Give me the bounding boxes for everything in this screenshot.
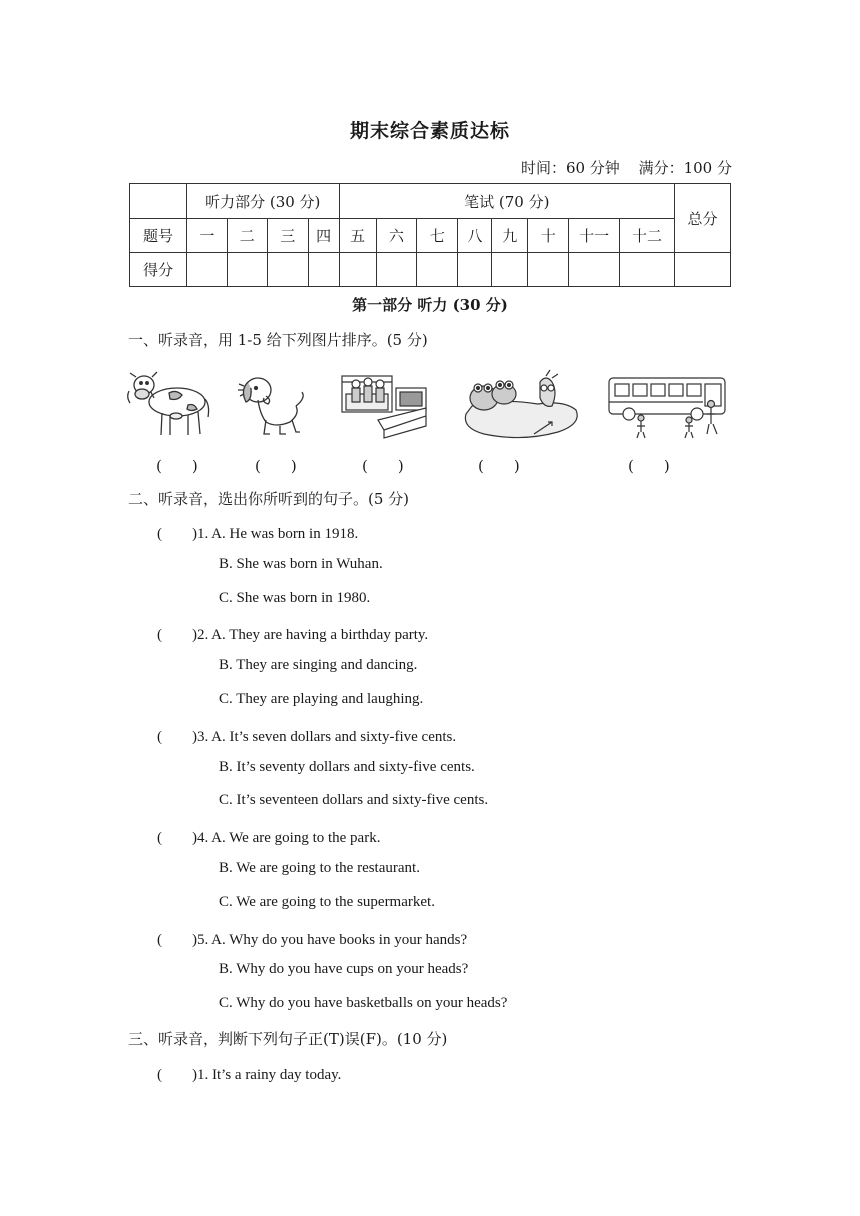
number-cell: 一: [186, 219, 227, 253]
corner-cell: [130, 184, 187, 219]
dog-picture: [236, 370, 308, 440]
page-title: 期末综合素质达标: [349, 120, 510, 142]
exam-meta: [521, 157, 732, 178]
family-watching-tv-picture: [338, 368, 430, 440]
score-cell[interactable]: [569, 253, 620, 287]
number-cell: 三: [267, 219, 308, 253]
section3-title: 三、听录音，判断下列句子正(T)误(F)。(10 分): [128, 1030, 448, 1048]
option-c: C. Why do you have basketballs on your heads?: [219, 995, 508, 1011]
option-b: B. We are going to the restaurant.: [219, 860, 420, 876]
answer-blank[interactable]: ( ): [628, 457, 670, 475]
number-cell: 十: [528, 219, 569, 253]
option-b: B. Why do you have cups on your heads?: [219, 961, 469, 977]
option-b: B. She was born in Wuhan.: [219, 556, 383, 572]
score-cell[interactable]: [620, 253, 675, 287]
number-cell: 五: [339, 219, 376, 253]
question-stem: ( )3. A. It’s seven dollars and sixty-five cents.: [157, 729, 457, 745]
score-table: [129, 183, 731, 287]
question-stem: ( )1. A. He was born in 1918.: [157, 526, 359, 542]
number-cell: 十一: [569, 219, 620, 253]
score-cell[interactable]: [267, 253, 308, 287]
option-b: B. They are singing and dancing.: [219, 657, 418, 673]
score-cell[interactable]: [376, 253, 417, 287]
exam-time: 时间：60 分钟: [520, 159, 620, 177]
score-cell[interactable]: [417, 253, 458, 287]
score-cell[interactable]: [528, 253, 569, 287]
frogs-picture: [460, 368, 584, 442]
total-header: 总分: [674, 184, 730, 253]
cow-picture: [124, 365, 214, 443]
exam-full-score: 满分：100 分: [638, 159, 732, 177]
score-cell[interactable]: [308, 253, 339, 287]
number-cell: 八: [458, 219, 492, 253]
number-cell: 六: [376, 219, 417, 253]
question-stem: ( )2. A. They are having a birthday party.: [157, 627, 429, 643]
total-score-cell[interactable]: [674, 253, 730, 287]
answer-blank[interactable]: ( ): [362, 457, 404, 475]
question-stem: ( )4. A. We are going to the park.: [157, 830, 381, 846]
option-b: B. It’s seventy dollars and sixty-five cents.: [219, 759, 475, 775]
listening-header: 听力部分 (30 分): [186, 184, 339, 219]
part1-header: 第一部分 听力 (30 分): [352, 296, 508, 314]
number-cell: 九: [492, 219, 528, 253]
score-cell[interactable]: [339, 253, 376, 287]
score-row-label: 得分: [130, 253, 187, 287]
number-cell: 二: [227, 219, 267, 253]
number-cell: 七: [417, 219, 458, 253]
score-cell[interactable]: [458, 253, 492, 287]
option-c: C. She was born in 1980.: [219, 590, 371, 606]
number-cell: 四: [308, 219, 339, 253]
score-cell[interactable]: [492, 253, 528, 287]
score-cell[interactable]: [227, 253, 267, 287]
score-cell[interactable]: [186, 253, 227, 287]
option-c: C. They are playing and laughing.: [219, 691, 424, 707]
answer-blank[interactable]: ( ): [156, 457, 198, 475]
number-cell: 十二: [620, 219, 675, 253]
option-c: C. It’s seventeen dollars and sixty-five cents.: [219, 792, 489, 808]
question-stem: ( )1. It’s a rainy day today.: [157, 1067, 342, 1083]
section2-title: 二、听录音，选出你所听到的句子。(5 分): [128, 490, 410, 508]
section1-title: 一、听录音，用 1-5 给下列图片排序。(5 分): [128, 331, 428, 349]
question-stem: ( )5. A. Why do you have books in your hands?: [157, 932, 468, 948]
bus-picture: [607, 374, 731, 440]
writing-header: 笔试 (70 分): [339, 184, 674, 219]
option-c: C. We are going to the supermarket.: [219, 894, 435, 910]
answer-blank[interactable]: ( ): [478, 457, 520, 475]
number-row-label: 题号: [130, 219, 187, 253]
answer-blank[interactable]: ( ): [255, 457, 297, 475]
